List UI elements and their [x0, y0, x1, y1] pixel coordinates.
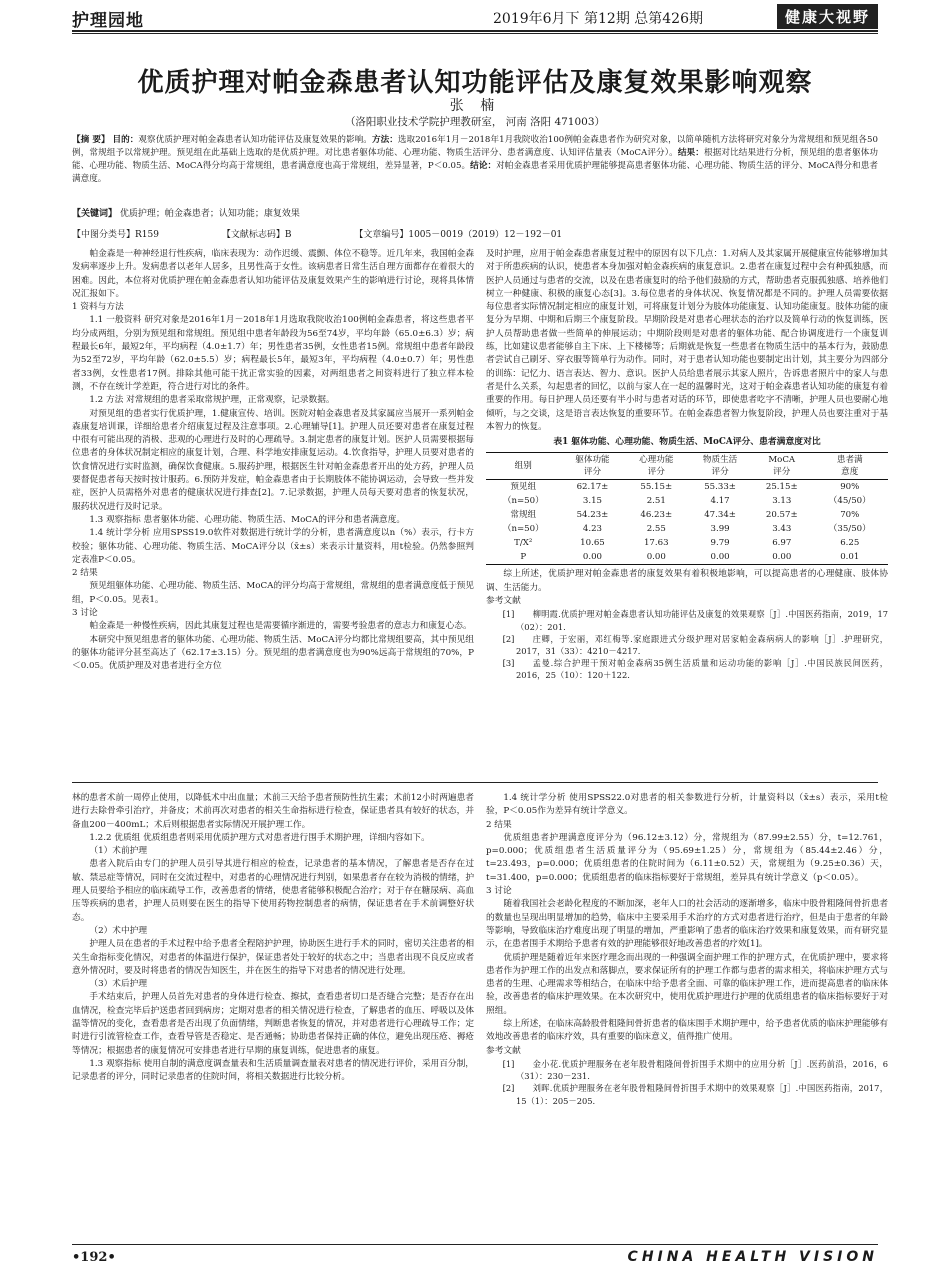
issue-info: 2019年6月下 第12期 总第426期 — [493, 11, 703, 27]
paragraph: 1.4 统计学分析 应用SPSS19.0软件对数据进行统计学的分析，患者满意度以n（%）表示，行卡方校验；躯体功能、心理功能、物质生活、MoCA评分以（x̄±s）来表示计量资料，用t检验。仍然参照判定表准P＜0.05。 — [72, 528, 474, 565]
header-line: 心理功能 — [639, 455, 674, 466]
table-cell: 3.99 — [710, 524, 730, 535]
header-line: 患者满 — [836, 455, 863, 466]
abstract — [72, 134, 878, 186]
classification-line — [72, 227, 878, 240]
table-cell: 预见组 — [510, 482, 537, 493]
affiliation: （洛阳职业技术学院护理教研室， 河南 洛阳 471003） — [344, 116, 606, 128]
column-3 — [72, 792, 474, 1085]
table-cell: 0.00 — [646, 552, 666, 563]
paragraph: （3）术后护理 — [89, 979, 148, 990]
table-cell: 2.55 — [646, 524, 666, 535]
purpose-label: 目的： — [112, 135, 139, 145]
keywords — [72, 206, 878, 219]
header-line: MoCA — [768, 455, 796, 466]
column-1 — [72, 248, 474, 674]
paragraph: 综上所述，在临床高龄股骨粗隆间骨折患者的临床围手术期护理中，给予患者优质的临床护理能够有效地改善患者的临床疗效，具有重要的临床意义，值得推广使用。 — [486, 1019, 888, 1043]
paragraph: 随着我国社会老龄化程度的不断加深，老年人口的社会活动的逐渐增多，临床中股骨粗隆间骨折患者的数量也呈现出明显增加的趋势，临床中主要采用手术治疗的方式对患者进行治疗，但是由于患者的年龄等影响，导致临床治疗难度出现了明显的增加，严重影响了患者的临床治疗效果和康复效果，而有研究显示，在患者围手术期给予患者有效的护理能够很好地改善患者的疗效[1]。 — [486, 899, 888, 950]
header-line: 评分 — [583, 467, 602, 478]
reference-item — [486, 657, 888, 681]
reference-item — [486, 633, 888, 657]
paragraph: 预见组躯体功能、心理功能、物质生活、MoCA的评分均高于常规组，常规组的患者满意度低于预见组，P＜0.05。见表1。 — [72, 581, 474, 605]
paragraph: 帕金森是一种慢性疾病，因此其康复过程也是需要循序渐进的，需要考验患者的意志力和康复心态。 — [89, 621, 472, 632]
paragraph: 优质护理是随着近年来医疗理念而出现的一种强调全面护理工作的护理方式，在优质护理中，要求将患者作为护理工作的出发点和落脚点，要求保证所有的护理工作都与患者的需求相关，将临床护理方式与患者的生理、心理需求等相结合，在临床中给予患者全面、可靠的临床护理工作，进而提高患者的临床体验，改善患者的临床护理效果。在本次研究中，使用优质护理进行护理的优质组患者的临床指标要好于对照组。 — [486, 952, 888, 1016]
table-row — [486, 536, 888, 550]
reference-number: [2] — [502, 1083, 515, 1094]
purpose-text: 观察优质护理对帕金森患者认知功能评估及康复效果的影响。 — [138, 135, 372, 145]
article-title: 优质护理对帕金森患者认知功能评估及康复效果影响观察 — [137, 68, 813, 98]
document-code: 【文献标志码】B — [221, 230, 292, 240]
paragraph: 本研究中预见组患者的躯体功能、心理功能、物质生活、MoCA评分均都比常规组要高，其中预见组的躯体功能评分甚至高达了（62.17±3.15）分。预见组的患者满意度也为90%远高于常规组的70%，P＜0.05。优质护理及对患者进行全方位 — [72, 634, 474, 672]
reference-number: [1] — [502, 1058, 515, 1069]
clc-number: 【中图分类号】R159 — [72, 230, 159, 240]
header-rule — [72, 30, 878, 32]
table-cell: 3.13 — [772, 496, 792, 507]
header-line: 意度 — [841, 467, 859, 478]
table-header-cell — [688, 453, 752, 480]
section-heading: 参考文献 — [486, 596, 521, 607]
table-cell: 9.79 — [710, 538, 730, 549]
table-cell: 4.17 — [710, 496, 730, 507]
conclusion-text: 对帕金森患者采用优质护理能够提高患者躯体功能、心理功能、物质生活的评分、MoCA得分和患者满意度。 — [72, 161, 878, 184]
reference-item — [486, 1058, 888, 1082]
table-row — [486, 508, 888, 522]
table-cell: 3.15 — [582, 496, 603, 507]
table-cell: 25.15± — [765, 482, 798, 493]
header-line: 评分 — [711, 467, 729, 478]
paragraph: 1.2.2 优质组 优质组患者则采用优质护理方式对患者进行围手术期护理，详细内容如下。 — [89, 832, 430, 843]
reference-number: [1] — [502, 609, 515, 620]
keywords-text: 优质护理；帕金森患者；认知功能；康复效果 — [119, 209, 300, 219]
table-cell: 4.23 — [582, 524, 603, 535]
section-heading: 1 资料与方法 — [72, 302, 124, 313]
paragraph: 护理人员在患者的手术过程中给予患者全程陪护护理，协助医生进行手术的同时，密切关注患者的相关生命指标变化情况，对患者的体温进行保护，保证患者处于较好的状态之中；当患者出现不良反应或者意外情况时，要及时将患者的情况告知医生，并在医生的指导下对患者的情况进行处理。 — [72, 939, 474, 976]
table-cell: 0.00 — [772, 552, 792, 563]
section-heading: 参考文献 — [486, 1045, 521, 1056]
result-label: 结果： — [677, 148, 704, 158]
running-header — [72, 4, 878, 31]
keywords-label: 【关键词】 — [72, 209, 118, 219]
table-cell: （45/50） — [828, 496, 871, 507]
column-4 — [486, 792, 888, 1107]
table-cell: 6.25 — [840, 538, 860, 549]
footer-rule — [72, 1244, 878, 1245]
method-text: 选取2016年1月－2018年1月我院收治100例帕金森患者作为研究对象，以简单随机方法将研究对象分为常规组和预见组各50例，常规组予以常规护理。预见组在此基础上选取的是优质护理。对比患者躯体功能、心理功能、物质生活评分、患者满意度、认知评估量表（MoCA评分）。 — [72, 135, 878, 158]
reference-number: [3] — [502, 658, 515, 669]
page-number: •192• — [72, 1250, 116, 1265]
paragraph: 手术结束后，护理人员首先对患者的身体进行检查、擦拭，查看患者切口是否缝合完整；是否存在出血情况，检查完毕后护送患者回到病房；定期对患者的相关情况进行检查，了解患者的血压、呼吸以及体温等情况的变化，查看患者是否出现了负面情绪，判断患者恢复的情况，并对患者进行心理疏导工作；定时进行引流管检查工作，查看导管是否稳定、是否通畅；协助患者保持正确的体位，避免出现压疮、褥疮等情况；根据患者的康复情况可安排患者进行早期的康复训练，促进患者的康复。 — [72, 992, 474, 1056]
reference-text: 孟曼.综合护理干预对帕金森病35例生活质量和运动功能的影响［J］.中国民族民间医药，2016，25（10）：120＋122. — [516, 658, 888, 681]
table-cell: T/X² — [514, 538, 533, 549]
table-cell: （n=50） — [502, 496, 544, 507]
table-1 — [486, 452, 888, 565]
conclusion-label: 结论： — [470, 161, 497, 171]
table-cell: 46.23± — [640, 510, 673, 521]
table-cell: 20.57± — [765, 510, 798, 521]
reference-text: 金小花.优质护理服务在老年股骨粗隆间骨折围手术期中的应用分析［J］.医药前沿，2016，6（31）：230－231. — [516, 1058, 888, 1082]
article-number: 【文章编号】1005－0019（2019）12－192－01 — [354, 230, 563, 240]
paragraph: 1.2 方法 对常规组的患者采取常规护理，正常观察，记录数据。 — [89, 395, 335, 406]
table-cell: P — [520, 552, 527, 563]
table-cell: （35/50） — [828, 524, 871, 535]
table-cell: 55.15± — [640, 482, 673, 493]
section-heading: 2 结果 — [72, 568, 98, 579]
section-heading: 3 讨论 — [486, 886, 512, 897]
table-cell: 17.63 — [643, 538, 669, 549]
abstract-label: 【摘 要】 — [72, 135, 110, 145]
table-cell: （n=50） — [502, 524, 544, 535]
table-row — [486, 480, 888, 495]
section-heading: 2 结果 — [486, 819, 512, 830]
section-heading: 3 讨论 — [72, 608, 98, 619]
header-line: 评分 — [647, 467, 665, 478]
table-header-cell — [486, 453, 561, 480]
table-cell: 70% — [840, 510, 860, 521]
table-cell: 90% — [840, 482, 860, 493]
table-row — [486, 522, 888, 536]
paragraph: 林的患者术前一周停止使用，以降低术中出血量；术前三天给予患者预防性抗生素；术前12小时两遍患者进行去除骨牵引治疗，并备皮；术前再次对患者的相关生命指标进行检查，保证患者具有较好的状态，并备血200－400mL；术后则根据患者实际情况开展护理工作。 — [72, 793, 474, 830]
paragraph: 综上所述，优质护理对帕金森患者的康复效果有着积极地影响，可以提高患者的心理健康、肢体协调、生活能力。 — [486, 569, 888, 593]
reference-item — [486, 1082, 888, 1106]
paragraph: 1.3 观察指标 患者躯体功能、心理功能、物质生活、MoCA的评分和患者满意度。 — [89, 514, 406, 525]
page-divider — [72, 782, 878, 783]
header-line: 组别 — [514, 461, 532, 472]
table-cell: 0.01 — [840, 552, 860, 563]
table-row — [486, 494, 888, 508]
table-cell: 10.65 — [580, 538, 605, 549]
paragraph: （1）术前护理 — [89, 846, 148, 857]
reference-text: 刘晖.优质护理服务在老年股骨粗隆间骨折围手术期中的效果观察［J］.中国医药指南，2017，15（1）：205－205. — [516, 1083, 888, 1106]
table-cell: 62.17± — [576, 482, 609, 493]
paragraph: 优质组患者护理满意度评分为（96.12±3.12）分，常规组为（87.99±2.55）分，t=12.761，p=0.000；优质组患者生活质量评分为（95.69±1.25）分，常规组为（85.44±2.46）分，t=23.493，p=0.000；优质组患者的住院时间为（6.11±0.52）天，常规组为（9.25±0.36）天，t=31.400，p=0.000；优质组患者的临床指标要好于常规组，差异具有统计学意义（p＜0.05）。 — [486, 832, 888, 883]
journal-brand: 健康大视野 — [777, 4, 878, 29]
table-1-title: 表1 躯体功能、心理功能、物质生活、MoCA评分、患者满意度对比 — [553, 437, 821, 448]
footer-brand: CHINA HEALTH VISION — [627, 1249, 878, 1265]
table-cell: 55.33± — [704, 482, 736, 493]
reference-item — [486, 608, 888, 632]
table-cell: 0.00 — [582, 552, 603, 563]
paragraph: 患者入院后由专门的护理人员引导其进行相应的检查，记录患者的基本情况，了解患者是否存在过敏、禁忌症等情况，同时在交流过程中，对患者的心理情况进行判别，如果患者存在较为消极的情绪，护理人员要给予相应的临床疏导工作，改善患者的情绪，使患者能够积极配合治疗；对于存在糖尿病、高血压等疾病的患者，护理人员则要在医生的指导下使用药物控制患者的病情，保证患者在手术前调整好状态。 — [72, 859, 474, 923]
reference-number: [2] — [502, 633, 515, 644]
column-2 — [486, 248, 888, 682]
table-cell: 54.23± — [576, 510, 609, 521]
table-cell: 2.51 — [646, 496, 666, 507]
method-label: 方法： — [371, 135, 398, 145]
header-line: 评分 — [773, 467, 791, 478]
table-header-cell — [624, 453, 688, 480]
reference-text: 柳明霞.优质护理对帕金森患者认知功能评估及康复的效果观察［J］.中国医药指南，2019，17（02）：201. — [516, 609, 888, 632]
paragraph: 1.3 观察指标 使用自制的满意度调查量表和生活质量调查量表对患者的情况进行评价，采用百分制，记录患者的评分，同时记录患者的住院时间，将相关数据进行比较分析。 — [72, 1058, 474, 1083]
paragraph: 及时护理，应用于帕金森患者康复过程中的原因有以下几点：1.对病人及其家属开展健康宣传能够增加其对于所患疾病的认识，使患者本身加强对帕金森疾病的康复意识。2.患者在康复过程中会有种孤独感，而医护人员通过与患者的交流，以及在患者康复时的给予他们鼓励的方式，帮助患者克服孤独感、培养他们树立一种健康、积极的康复心态[3]。3.每位患者的身体状况、恢复情况都是不同的。护理人员需要依据每位患者实际情况制定相应的康复计划，可将康复计划分为肢体功能康复、认知功能康复。肢体功能的康复分为早期、中期和后期三个康复阶段。早期阶段是对患者心理状态的治疗以及简单行动的恢复训练，医护人员帮助患者做一些简单的伸展运动；中期阶段则是对患者的躯体功能、配合协调度进行一个康复训练，比如建议患者能够自主下床、上下楼梯等；后期就是恢复一些患者在物质生活中的基本行为，鼓励患者尝试自己刷牙、穿衣服等简单行为动作。同时，对于患者认知功能也要制定出计划，其主要分为四部分的训练：记忆力、语言表达、智力、意识。医护人员给患者展示其家人照片，告诉患者照片中的家人与患者是什么关系，勾起患者的回忆，以前与家人在一起的温馨时光，这对于帕金森患者认知功能的康复有着重要的作用。每日护理人员还要有半小时与患者对话的环节，即使患者吃字不清晰，护理人员也要耐心地倾听，与之交谈，这是语言表达恢复的重要环节。在帕金森患者智力恢复阶段，护理人员也要注重对于基本智力的恢复。 — [486, 249, 888, 432]
table-cell: 3.43 — [772, 524, 792, 535]
table-header-cell — [812, 453, 888, 480]
section-name: 护理园地 — [72, 11, 144, 31]
table-cell: 0.00 — [710, 552, 730, 563]
table-header-cell — [752, 453, 812, 480]
header-rule-thin — [72, 33, 878, 34]
paragraph: （2）术中护理 — [89, 925, 148, 936]
table-cell: 常规组 — [510, 510, 537, 521]
reference-text: 庄卿，于宏丽，邓红梅等.家庭跟进式分级护理对居家帕金森病病人的影响［J］.护理研究，2017，31（33）：4210－4217. — [516, 633, 888, 656]
table-header-cell — [561, 453, 625, 480]
result-text: 根据对比结果进行分析，预见组的患者躯体功能、心理功能、物质生活、MoCA得分均高于常规组，患者满意度也高于常规组，差异显著，P＜0.05。 — [72, 148, 878, 171]
table-cell: 6.97 — [772, 538, 792, 549]
table-row — [486, 550, 888, 565]
table-cell: 47.34± — [704, 510, 736, 521]
paragraph: 对预见组的患者实行优质护理，1.健康宣传、培训。医院对帕金森患者及其家属应当展开一系列帕金森康复培训课，详细给患者介绍康复过程及注意事项。2.心理辅导[1]。护理人员还要对患者在康复过程中很有可能出现的消极、悲观的心理进行及时的心理疏导。3.制定患者的康复计划。医护人员需要根据每位患者的身体状况制定相应的康复计划，合理、科学地安排康复运动。4.饮食指导，护理人员要对患者的饮食情况进行实时监测，确保饮食健康。5.服药护理，根据医生针对帕金森患者开出的处方药，护理人员要督促患者每天按时按计服药。6.预防并发症，帕金森患者由于长期肢体不能协调运动，会导致一些并发症，医护人员需格外对患者的健康状况进行排查[2]。7.记录数据，护理人员每天要对患者的恢复状况，服药状况进行及时记录。 — [72, 408, 474, 512]
author: 张 楠 — [449, 98, 501, 114]
header-line: 物质生活 — [702, 455, 738, 466]
paragraph: 1.1 一般资料 研究对象是2016年1月－2018年1月选取我院收治100例帕金森患者，将这些患者平均分成两组，分别为预见组和常规组。预见组中患者年龄段为56至74岁，平均年龄（65.0±6.3）岁；病程最长6年，最短2年，平均病程（4.0±1.7）年；男性患者35例，女性患者15例。常规组中患者年龄段为52至72岁，平均年龄（62.0±5.5）岁；病程最长5年，最短3年，平均病程（4.0±0.7）年；男性患者33例，女性患者17例。排除其他可能干扰正常实验的因素，对两组患者之间资料进行了独立样本检测，不存在统计学差距，符合进行对比的条件。 — [72, 315, 474, 392]
header-line: 躯体功能 — [575, 455, 610, 466]
paragraph: 1.4 统计学分析 使用SPSS22.0对患者的相关参数进行分析，计量资料以（x̄±s）表示，采用t检验，P＜0.05作为差异有统计学意义。 — [486, 793, 888, 817]
paragraph: 帕金森是一种神经退行性疾病，临床表现为：动作迟缓、震颤、体位不稳等。近几年来，我国帕金森发病率逐步上升。发病患者以老年人居多，且男性高于女性。该病患者日常生活自理方面都存在着很大的困难。因此，本位将对优质护理在帕金森患者认知功能评估及康复效果产生的影响进行讨论，现将具体情况汇报如下。 — [72, 249, 474, 299]
